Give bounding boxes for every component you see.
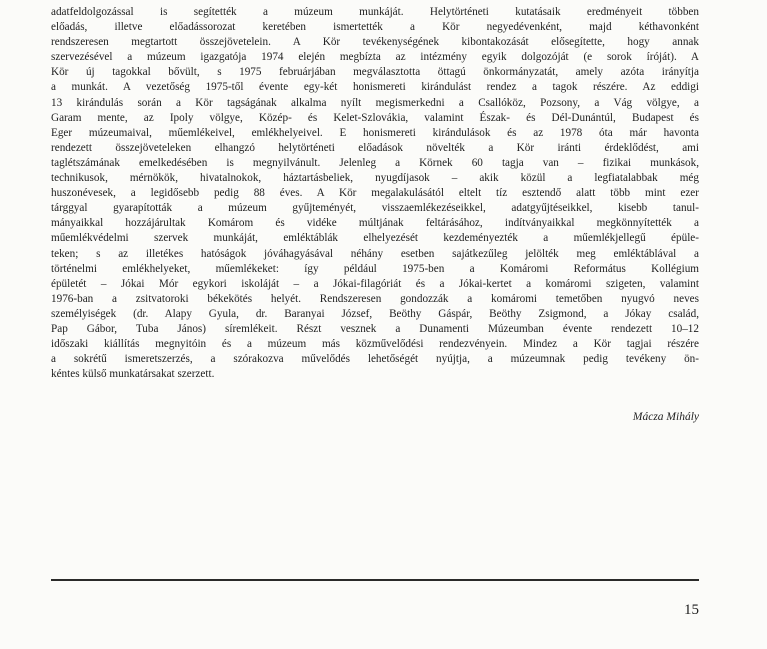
text-line: technikusok, mérnökök, hivatalnokok, háztartásbeliek, nyugdíjasok – akik közül a legfiatalabbak még bbox=[51, 172, 699, 185]
text-line: taglétszámának emelkedésében is megnyilvánult. Jelenleg a Körnek 60 tagja van – fizikai munkások, bbox=[51, 156, 699, 169]
text-line: Pap Gábor, Tuba János) síremlékeit. Részt vesznek a Dunamenti Múzeumban évente rendezett 10–12 bbox=[51, 322, 699, 335]
text-line: időszaki kiállítás megnyitóin és a múzeum más közművelődési rendezvényein. Mindez a Kör tagjai részére bbox=[51, 338, 699, 351]
text-line: szervezésével a múzeum igazgatója 1974 elején megbízta az intézmény egyik dolgozóját (e sorok íróját). A bbox=[51, 51, 699, 64]
text-line: rendszeresen megtartott összejövetelein. A Kör tevékenységének kibontakozását elősegítette, hogy annak bbox=[51, 36, 699, 49]
text-line: a munkát. A vezetőség 1975-től évente egy-két honismereti kirándulást rendez a tagok részére. Az eddigi bbox=[51, 81, 699, 94]
text-line: 13 kirándulás során a Kör tagságának alkalma nyílt megismerkedni a Csallóköz, Pozsony, a Vág völgye, a bbox=[51, 96, 699, 109]
footer-divider bbox=[51, 579, 699, 581]
author-signature: Mácza Mihály bbox=[632, 411, 699, 423]
text-line: személyiségek (dr. Alapy Gyula, dr. Baranyai József, Beöthy Gáspár, Beöthy Zsigmond, a Jókay család, bbox=[51, 307, 699, 320]
text-line: Garam mente, az Ipoly völgye, Közép- és Kelet-Szlovákia, valamint Észak- és Dél-Dunántúl, Budapest és bbox=[51, 111, 699, 124]
text-line: huszonévesek, a legidősebb pedig 88 éves. A Kör megalakulásától eltelt tíz esztendő alatt több mint ezer bbox=[51, 187, 699, 200]
text-line: teken; s az illetékes hatóságok jóváhagyásával néhány esetben sajátkezűleg jelölték meg emléktáblával a bbox=[51, 247, 699, 260]
text-line: tárggyal gyarapították a múzeum gyűjteményét, visszaemlékezéseikkel, adatgyűjtéseikkel, kisebb tanul- bbox=[51, 202, 699, 215]
text-line: épületét – Jókai Mór egykori iskoláját – a Jókai-filagóriát és a Jókai-kertet a komáromi szigeten, valamint bbox=[51, 277, 699, 290]
text-line: műemlékvédelmi szervek munkáját, emléktáblák elhelyezését kezdeményezték a műemlékjellegű épüle- bbox=[51, 232, 699, 245]
article-body bbox=[51, 5, 699, 382]
text-line: kéntes külső munkatársakat szerzett. bbox=[51, 368, 215, 381]
page-number: 15 bbox=[684, 602, 699, 618]
text-line: Eger múzeumaival, műemlékeivel, emlékhelyeivel. E honismereti kirándulások és az 1978 óta már havonta bbox=[51, 126, 699, 139]
text-line: a sokrétű ismeretszerzés, a szórakozva művelődés lehetőségét nyújtja, a múzeumnak pedig tevékeny ön- bbox=[51, 353, 699, 366]
text-line: Kör új tagokkal bővült, s 1975 februárjában megválasztotta öttagú önkormányzatát, amely azóta irányítja bbox=[51, 66, 699, 79]
text-line: mányaikkal hozzájárultak Komárom és vidéke múltjának feltárásához, indítványaikkal megkönnyítették a bbox=[51, 217, 699, 230]
text-line: adatfeldolgozással is segítették a múzeum munkáját. Helytörténeti kutatásaik eredményeit többen bbox=[51, 6, 699, 18]
text-line: előadás, illetve előadássorozat keretében ismertették a Kör negyedévenként, majd kéthavonként bbox=[51, 21, 699, 34]
text-line: történelmi emlékhelyeket, műemlékeket: így például 1975-ben a Komáromi Református Kollégium bbox=[51, 262, 699, 275]
text-line: rendezett összejöveteleken elhangzó helytörténeti előadások növelték a Kör iránti érdeklődést, ami bbox=[51, 141, 699, 154]
text-line: 1976-ban a zsitvatoroki békekötés helyét. Rendszeresen gondozzák a komáromi temetőben nyugvó neves bbox=[51, 292, 699, 305]
